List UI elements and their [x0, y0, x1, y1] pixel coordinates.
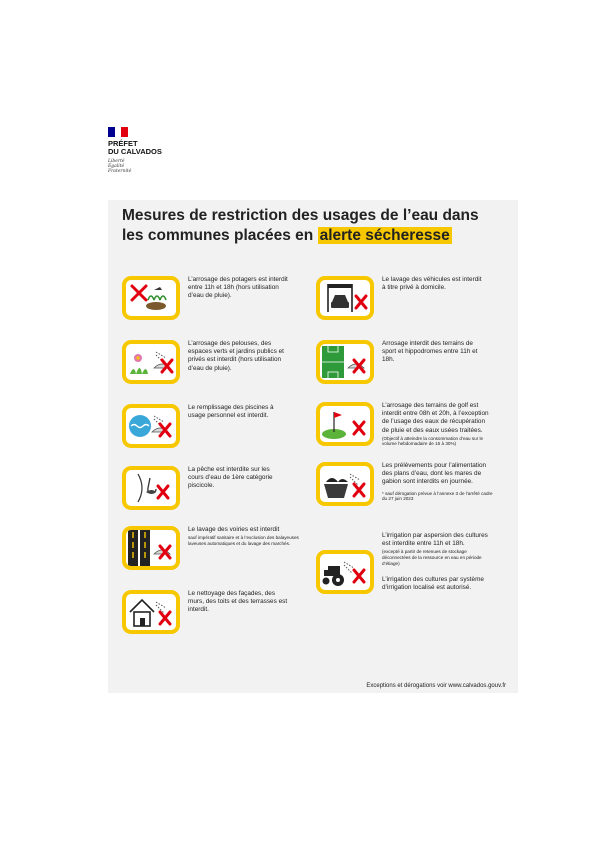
measure-text-block — [382, 402, 492, 447]
prefecture-logo — [108, 127, 178, 174]
measure-text-authorized: L’irrigation des cultures par système d’irrigation localisé est autorisé. — [382, 576, 484, 592]
measure-text: Le remplissage des piscines à usage personnel est interdit. — [188, 404, 274, 420]
measure-text: L’arrosage des potagers est interdit entre 11h et 18h (hors utilisation d’eau de pluie). — [188, 276, 288, 300]
road-icon — [122, 526, 180, 570]
tractor-icon — [316, 550, 374, 594]
ice-bucket-icon — [316, 462, 374, 506]
lawn-flower-icon — [122, 340, 180, 384]
sports-field-icon — [316, 340, 374, 384]
measure-note: * sauf dérogation prévue à l’annexe 3 de l’arrêté cadre du 27 juin 2023 — [382, 490, 493, 502]
fish-hook-icon — [122, 466, 180, 510]
measure-text: La pêche est interdite sur les cours d’eau de 1ère catégorie piscicole. — [188, 466, 273, 490]
motto-word: Liberté — [108, 159, 125, 164]
motto-word: Égalité — [108, 164, 125, 169]
logo-title-line1: PRÉFET — [108, 139, 138, 148]
measure-text: Le lavage des voiries est interdit — [188, 526, 280, 533]
measure-text-block — [382, 462, 494, 502]
measure-text-block — [188, 526, 300, 546]
house-icon — [122, 590, 180, 634]
republic-motto — [108, 159, 178, 174]
measure-text: L’arrosage des terrains de golf est interdit entre 08h et 20h, à l’exception de l’usage des eaux de récupération de pluie et des eaux usées traitées. — [382, 402, 489, 434]
measure-text: Les prélèvements pour l’alimentation des plans d’eau, dont les mares de gabion sont interdits en journée. — [382, 462, 487, 486]
measure-text: L’arrosage des pelouses, des espaces verts et jardins publics et privés est interdit (hors utilisation d’eau de pluie). — [188, 340, 284, 372]
car-wash-icon — [316, 276, 374, 320]
measure-note: sauf impératif sanitaire et à l’exclusion des balayeuses laveuses automatiques et du lavage des marchés. — [188, 535, 299, 546]
title-line2: les communes placées en — [122, 227, 318, 244]
measure-note: (excepté à partir de retenues de stockage déconnectées de la ressource en eau en période d’étiage) — [382, 549, 482, 566]
restriction-poster — [108, 200, 518, 693]
logo-title-line2: DU CALVADOS — [108, 147, 162, 156]
measure-note: (Objectif à atteindre la consommation d’eau sur le volume hebdomadaire de 15 à 30%) — [382, 435, 484, 447]
measure-text: Arrosage interdit des terrains de sport et hippodromes entre 11h et 18h. — [382, 340, 478, 364]
measure-text: L’irrigation par aspersion des cultures est interdite entre 11h et 18h. — [382, 532, 488, 548]
swimming-pool-icon — [122, 404, 180, 448]
title-line1: Mesures de restriction des usages de l’eau dans — [122, 207, 479, 224]
motto-word: Fraternité — [108, 169, 132, 174]
poster-title — [122, 206, 512, 246]
french-flag-icon — [108, 127, 128, 137]
measure-text: Le nettoyage des façades, des murs, des toits et des terrasses est interdit. — [188, 590, 288, 614]
alert-highlight: alerte sécheresse — [319, 227, 450, 244]
golf-icon — [316, 402, 374, 446]
vegetable-garden-icon — [122, 276, 180, 320]
footer-exceptions: Exceptions et dérogations voir www.calvados.gouv.fr — [366, 683, 506, 689]
measure-text: Le lavage des véhicules est interdit à titre privé à domicile. — [382, 276, 482, 292]
measure-text-block — [382, 532, 492, 593]
